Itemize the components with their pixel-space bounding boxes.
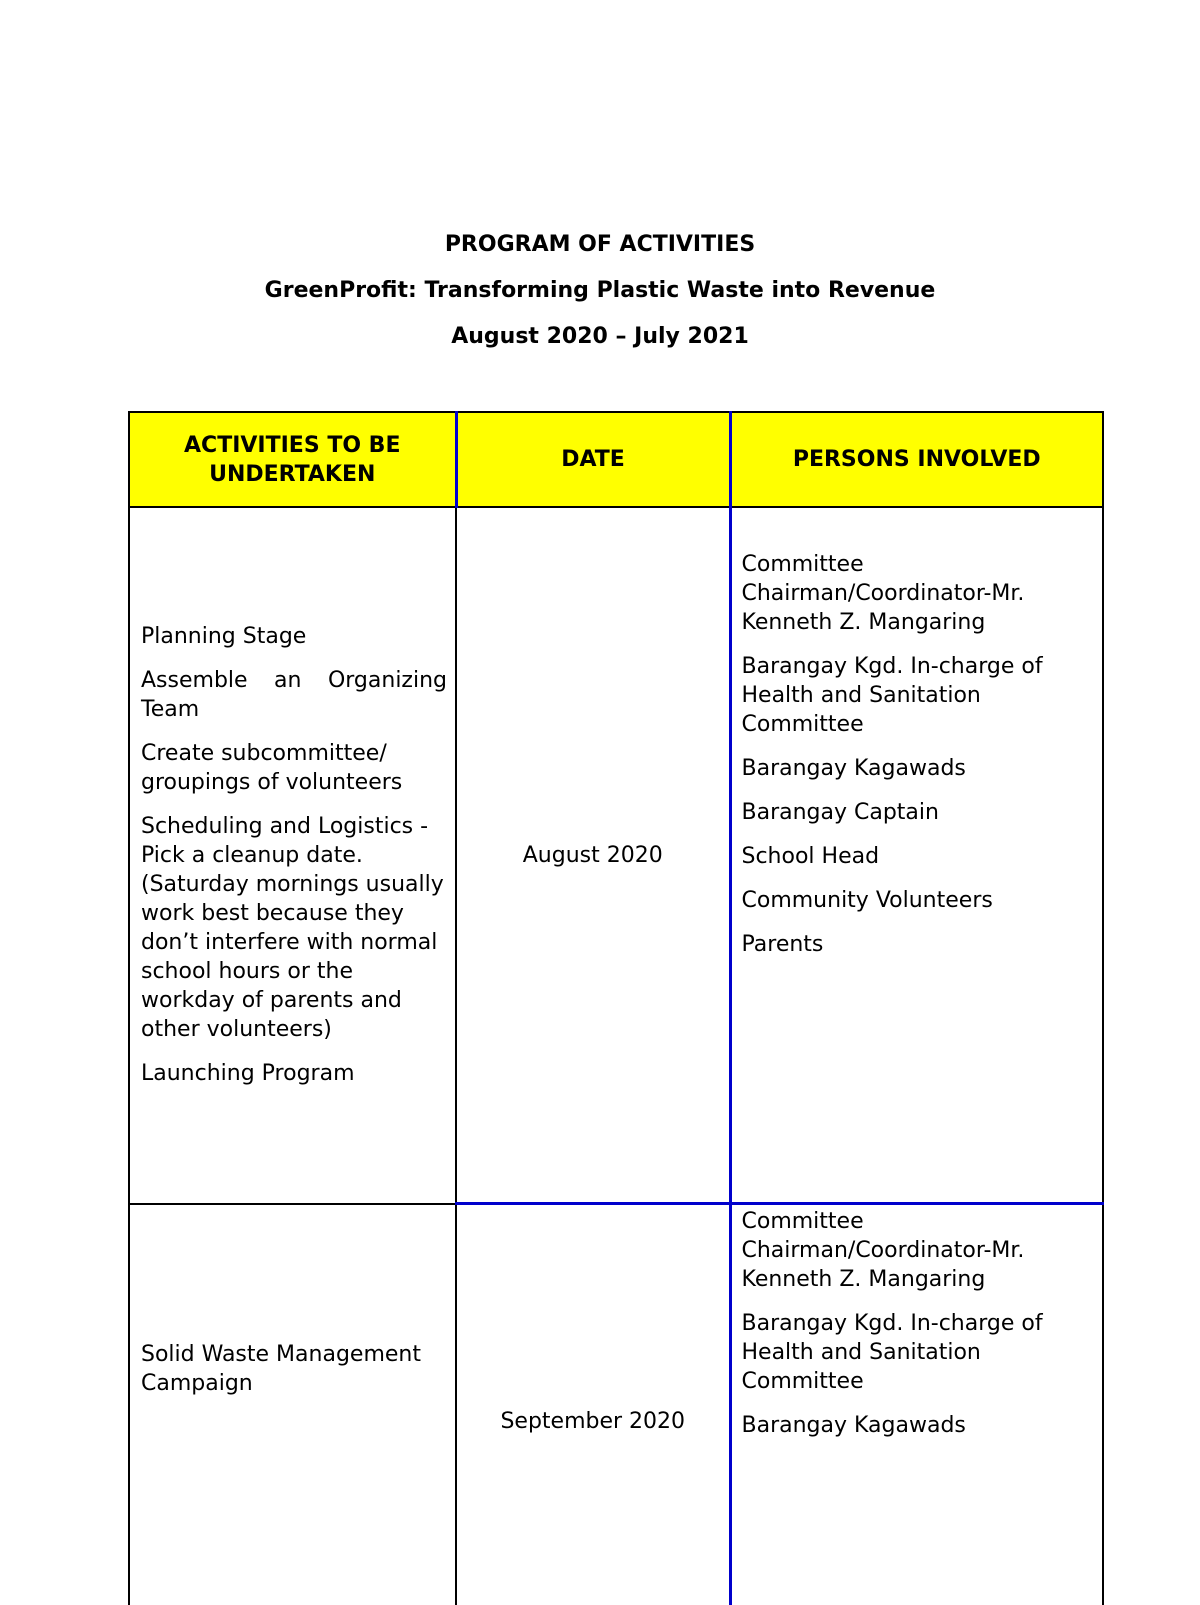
program-table-container: [128, 411, 1102, 1410]
document-header: [0, 229, 1200, 367]
person-item: Barangay Kagawads: [742, 754, 1095, 783]
person-item: Barangay Kgd. In-charge of Health and Sanitation Committee: [742, 1309, 1095, 1396]
activity-item-cont: Team: [141, 695, 447, 724]
person-item: Committee Chairman/Coordinator-Mr. Kenneth Z. Mangaring: [742, 550, 1095, 637]
person-item: Barangay Kagawads: [742, 1411, 1095, 1440]
column-header-date: DATE: [456, 412, 730, 507]
date-value: September 2020: [457, 1407, 729, 1436]
activity-item: Planning Stage: [141, 622, 447, 651]
activity-item: Assemble an Organizing: [141, 666, 447, 695]
persons-cell: [730, 507, 1103, 1204]
document-title: PROGRAM OF ACTIVITIES: [0, 229, 1200, 275]
person-item: Community Volunteers: [742, 886, 1095, 915]
person-item: Barangay Captain: [742, 798, 1095, 827]
activity-item: Create subcommittee/ groupings of volunteers: [141, 739, 447, 797]
date-cell: August 2020: [456, 507, 730, 1204]
date-cell: [456, 1204, 730, 1605]
table-row: [129, 507, 1103, 1204]
persons-cell: [730, 1204, 1103, 1605]
person-item: Committee Chairman/Coordinator-Mr. Kenneth Z. Mangaring: [742, 1207, 1095, 1294]
activities-cell: [129, 1204, 456, 1605]
document-subtitle: GreenProfit: Transforming Plastic Waste into Revenue: [0, 275, 1200, 321]
person-item: Parents: [742, 930, 1095, 959]
activity-item: Scheduling and Logistics - Pick a cleanup date. (Saturday mornings usually work best because they don’t interfere with normal school hours or the workday of parents and other volunteers): [141, 812, 447, 1044]
person-item: Barangay Kgd. In-charge of Health and Sanitation Committee: [742, 652, 1095, 739]
activity-item: Solid Waste Management Campaign: [141, 1340, 447, 1398]
column-header-activities: ACTIVITIES TO BE UNDERTAKEN: [129, 412, 456, 507]
table-header-row: [129, 412, 1103, 507]
activity-item: Launching Program: [141, 1059, 447, 1088]
program-table: [128, 411, 1104, 1605]
activities-cell: [129, 507, 456, 1204]
document-period: August 2020 – July 2021: [0, 321, 1200, 367]
table-row: [129, 1204, 1103, 1605]
column-header-persons: PERSONS INVOLVED: [730, 412, 1103, 507]
person-item: School Head: [742, 842, 1095, 871]
